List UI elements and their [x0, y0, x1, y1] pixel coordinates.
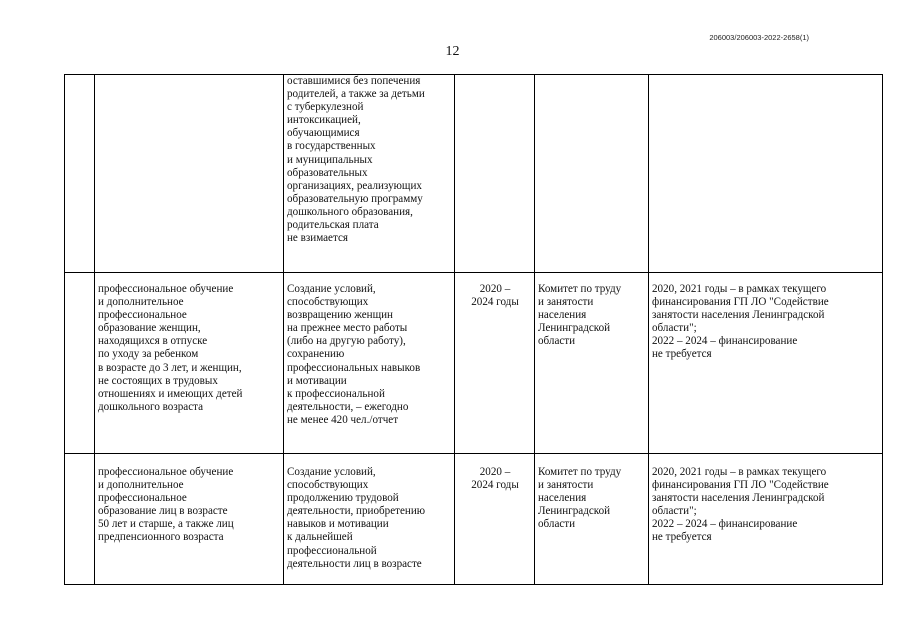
- term-cell: 2020 – 2024 годы: [455, 454, 535, 585]
- document-id: 206003/206003-2022-2658(1): [709, 33, 809, 42]
- result-cell: Создание условий, способствующих возвращению женщин на прежнее место работы (либо на другую работу), сохранению профессиональных навыков и мотивации к профессиональной деятельности, – ежегодно не менее 420 чел./отчет: [284, 273, 455, 454]
- measure-cell: [95, 75, 284, 273]
- row-number-cell: [65, 454, 95, 585]
- table-row: [65, 273, 883, 454]
- funding-cell: 2020, 2021 годы – в рамках текущего финансирования ГП ЛО "Содействие занятости населения Ленинградской области"; 2022 – 2024 – финансирование не требуется: [649, 454, 883, 585]
- measure-cell: профессиональное обучение и дополнительное профессиональное образование лиц в возрасте 50 лет и старше, а также лиц предпенсионного возраста: [95, 454, 284, 585]
- table-row: [65, 454, 883, 585]
- row-number-cell: [65, 75, 95, 273]
- result-cell: оставшимися без попечения родителей, а также за детьми с туберкулезной интоксикацией, обучающимися в государственных и муниципальных образовательных организациях, реализующих образовательную программу дошкольного образования, родительская плата не взимается: [284, 75, 455, 273]
- term-cell: [455, 75, 535, 273]
- funding-cell: [649, 75, 883, 273]
- page-number: 12: [445, 44, 460, 59]
- executor-cell: Комитет по труду и занятости населения Ленинградской области: [535, 454, 649, 585]
- result-cell: Создание условий, способствующих продолжению трудовой деятельности, приобретению навыков и мотивации к дальнейшей профессиональной деятельности лиц в возрасте: [284, 454, 455, 585]
- funding-cell: 2020, 2021 годы – в рамках текущего финансирования ГП ЛО "Содействие занятости населения Ленинградской области"; 2022 – 2024 – финансирование не требуется: [649, 273, 883, 454]
- executor-cell: Комитет по труду и занятости населения Ленинградской области: [535, 273, 649, 454]
- measures-table: [64, 74, 883, 585]
- term-cell: 2020 – 2024 годы: [455, 273, 535, 454]
- table-row: [65, 75, 883, 273]
- executor-cell: [535, 75, 649, 273]
- row-number-cell: [65, 273, 95, 454]
- measure-cell: профессиональное обучение и дополнительное профессиональное образование женщин, находящихся в отпуске по уходу за ребенком в возрасте до 3 лет, и женщин, не состоящих в трудовых отношениях и имеющих детей дошкольного возраста: [95, 273, 284, 454]
